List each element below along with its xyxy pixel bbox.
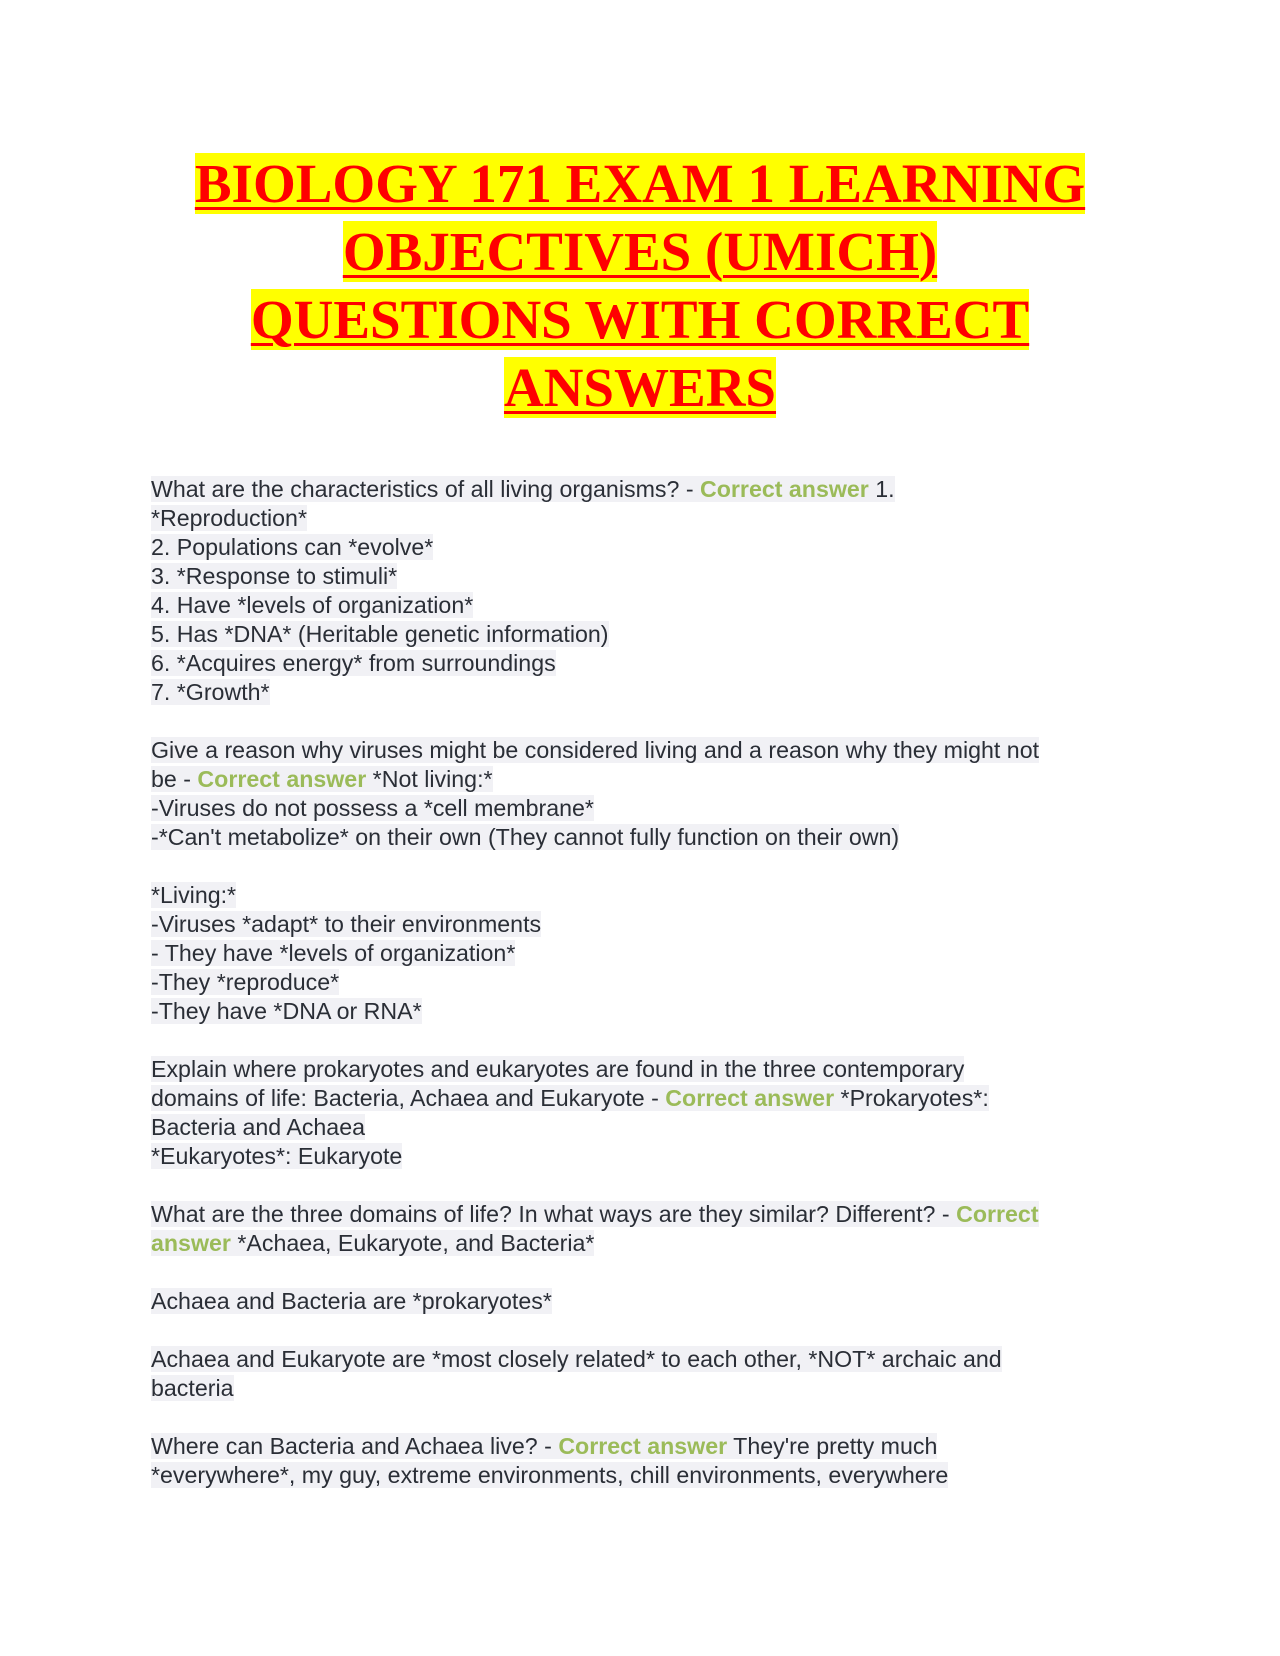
correct-answer-label: Correct answer <box>665 1085 835 1111</box>
answer-4-para-2-line-2: bacteria <box>151 1375 234 1401</box>
qa-block-5 <box>151 1432 1121 1490</box>
answer-2-living-line: -Viruses *adapt* to their environments <box>151 911 542 937</box>
qa-block-2 <box>151 736 1121 852</box>
answer-1-line: *Reproduction* <box>151 505 307 531</box>
answer-2-living-line: *Living:* <box>151 882 237 908</box>
title-line-1: BIOLOGY 171 EXAM 1 LEARNING <box>194 153 1086 214</box>
qa-block-4 <box>151 1200 1121 1258</box>
question-3-line-1: Explain where prokaryotes and eukaryotes are found in the three contemporary <box>151 1056 965 1082</box>
correct-answer-label: Correct answer <box>699 476 869 502</box>
answer-4-start: *Achaea, Eukaryote, and Bacteria* <box>230 1230 595 1256</box>
answer-5-line-2: *everywhere*, my guy, extreme environments, chill environments, everywhere <box>151 1462 949 1488</box>
answer-1-line: 3. *Response to stimuli* <box>151 563 398 589</box>
answer-1-start: 1. <box>868 476 895 502</box>
document-body <box>151 475 1121 1519</box>
qa-block-4-para-1 <box>151 1287 1121 1316</box>
answer-1-line: 2. Populations can *evolve* <box>151 534 434 560</box>
question-3-line-2: domains of life: Bacteria, Achaea and Eukaryote - <box>151 1085 666 1111</box>
correct-answer-label: Correct answer <box>197 766 367 792</box>
question-5: Where can Bacteria and Achaea live? - <box>151 1433 559 1459</box>
answer-1-line: 4. Have *levels of organization* <box>151 592 474 618</box>
answer-2-start: *Not living:* <box>366 766 493 792</box>
answer-3-line: *Eukaryotes*: Eukaryote <box>151 1143 403 1169</box>
title-line-4: ANSWERS <box>503 357 777 418</box>
answer-4-para-1: Achaea and Bacteria are *prokaryotes* <box>151 1288 552 1314</box>
correct-answer-label-part-1: Correct <box>956 1201 1039 1227</box>
question-1: What are the characteristics of all living organisms? - <box>151 476 700 502</box>
answer-2-line: -Viruses do not possess a *cell membrane* <box>151 795 594 821</box>
answer-2-line: -*Can't metabolize* on their own (They cannot fully function on their own) <box>151 824 900 850</box>
document-title <box>150 150 1130 422</box>
qa-block-3 <box>151 1055 1121 1171</box>
answer-1-line: 6. *Acquires energy* from surroundings <box>151 650 556 676</box>
answer-1-line: 7. *Growth* <box>151 679 270 705</box>
question-4: What are the three domains of life? In what ways are they similar? Different? - <box>151 1201 957 1227</box>
answer-2-living-line: -They *reproduce* <box>151 969 340 995</box>
answer-2-living-line: -They have *DNA or RNA* <box>151 998 422 1024</box>
answer-5-start: They're pretty much <box>727 1433 938 1459</box>
correct-answer-label: Correct answer <box>558 1433 728 1459</box>
title-line-3: QUESTIONS WITH CORRECT <box>250 289 1030 350</box>
answer-2-living-line: - They have *levels of organization* <box>151 940 516 966</box>
qa-block-1 <box>151 475 1121 707</box>
answer-4-para-2-line-1: Achaea and Eukaryote are *most closely related* to each other, *NOT* archaic and <box>151 1346 1002 1372</box>
qa-block-2-living <box>151 881 1121 1026</box>
answer-3-start: *Prokaryotes*: <box>834 1085 989 1111</box>
answer-3-line: Bacteria and Achaea <box>151 1114 365 1140</box>
correct-answer-label-part-2: answer <box>151 1230 231 1256</box>
question-2-line-1: Give a reason why viruses might be considered living and a reason why they might not <box>151 737 1040 763</box>
question-2-line-2: be - <box>151 766 198 792</box>
answer-1-line: 5. Has *DNA* (Heritable genetic information) <box>151 621 609 647</box>
qa-block-4-para-2 <box>151 1345 1121 1403</box>
title-line-2: OBJECTIVES (UMICH) <box>342 221 938 282</box>
